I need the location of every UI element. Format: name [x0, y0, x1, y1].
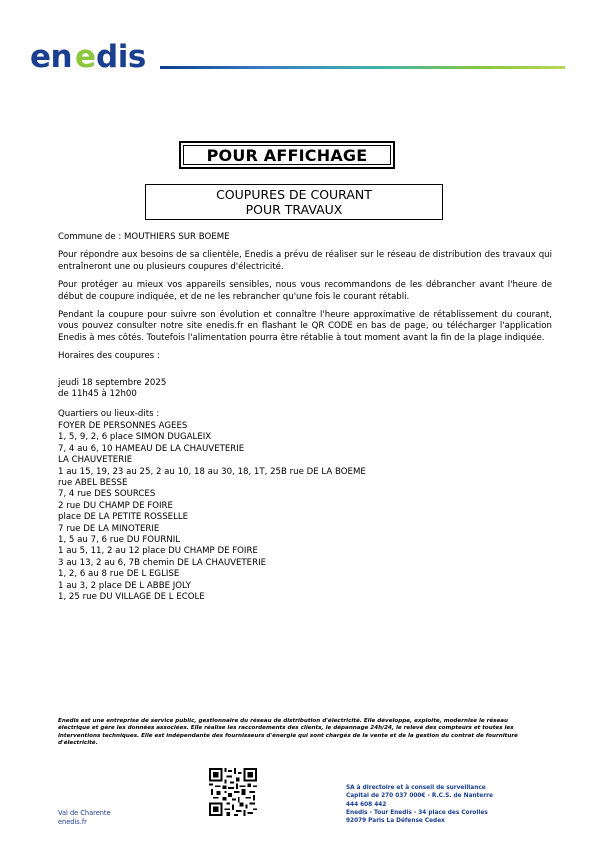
- schedule-date: jeudi 18 septembre 2025: [58, 377, 167, 388]
- list-item: 1 au 5, 11, 2 au 12 place DU CHAMP DE FOIRE: [58, 546, 258, 557]
- quartiers-label: Quartiers ou lieux-dits :: [58, 409, 160, 420]
- paragraph-1: Pour répondre aux besoins de sa clientèle, Enedis a prévu de réaliser sur le réseau de distribution des travaux qui entraîneront une ou plusieurs coupures d'électricité.: [58, 250, 552, 272]
- paragraph-2: Pour protéger au mieux vos appareils sensibles, nous vous recommandons de les débrancher avant l'heure de début de coupure indiquée, et de ne les rebrancher qu'une fois le courant rétabli.: [58, 280, 552, 302]
- address-line-2: 92079 Paris La Défense Cedex: [346, 818, 445, 825]
- footer-left: [58, 809, 111, 826]
- legal-line-1: SA à directoire et à conseil de surveillance: [346, 785, 486, 791]
- list-item: LA CHAUVETERIE: [58, 455, 133, 466]
- list-item: 1, 25 rue DU VILLAGE DE L ECOLE: [58, 591, 205, 602]
- page-title: POUR AFFICHAGE: [206, 145, 368, 165]
- list-item: FOYER DE PERSONNES AGEES: [58, 420, 188, 431]
- list-item: place DE LA PETITE ROSSELLE: [58, 512, 189, 523]
- subtitle-box: [145, 184, 443, 220]
- subtitle-line-1: COUPURES DE COURANT: [216, 187, 372, 202]
- qr-code[interactable]: [209, 768, 257, 816]
- schedule-time: de 11h45 à 12h00: [58, 389, 137, 400]
- quartiers-list: [58, 409, 552, 603]
- enedis-logo: [30, 40, 160, 72]
- subtitle-line-2: POUR TRAVAUX: [245, 202, 343, 217]
- commune: Commune de : MOUTHIERS SUR BOEME: [58, 232, 230, 242]
- title-box: [179, 141, 395, 169]
- list-item: 1, 5, 9, 2, 6 place SIMON DUGALEIX: [58, 432, 212, 443]
- footer-region: Val de Charente: [58, 809, 111, 817]
- legal-line-2: Capital de 270 037 000€ - R.C.S. de Nanterre: [346, 793, 493, 800]
- svg-text:dis: dis: [96, 40, 146, 72]
- header-gradient-line: [160, 66, 565, 69]
- list-item: 7, 4 rue DES SOURCES: [58, 489, 156, 500]
- list-item: 2 rue DU CHAMP DE FOIRE: [58, 500, 173, 511]
- footer-website-link[interactable]: enedis.fr: [58, 817, 87, 826]
- list-item: rue ABEL BESSE: [58, 477, 128, 488]
- svg-text:e: e: [75, 40, 97, 72]
- list-item: 1, 5 au 7, 6 rue DU FOURNIL: [58, 534, 181, 545]
- list-item: 1 au 3, 2 place DE L ABBE JOLY: [58, 580, 191, 591]
- disclaimer: Enedis est une entreprise de service public, gestionnaire du réseau de distribution d'électricité. Elle développe, exploite, modernise le réseau électrique et gère les données associées. Elle réalise les raccordements des clients, le dépannage 24h/24, le relevé des compteurs et toutes les interventions techniques. Elle est indépendante des fournisseurs d'énergie qui sont chargés de la vente et de la gestion du contrat de fourniture d'électricité.: [58, 718, 518, 747]
- list-item: 1 au 15, 19, 23 au 25, 2 au 10, 18 au 30, 18, 1T, 25B rue DE LA BOEME: [58, 466, 366, 477]
- notice-body: [58, 232, 552, 603]
- schedule-label: Horaires des coupures :: [58, 351, 160, 362]
- list-item: 3 au 13, 2 au 6, 7B chemin DE LA CHAUVETERIE: [58, 557, 267, 568]
- footer-right: [346, 784, 493, 825]
- paragraph-3: Pendant la coupure pour suivre son évolution et connaître l'heure approximative de rétablissement du courant, vous pouvez consulter notre site enedis.fr en flashant le QR CODE en bas de page, ou télécharger l'application Enedis à mes côtés. Toutefois l'alimentation pourra être rétablie à tout moment avant la fin de la plage indiquée.: [58, 310, 552, 343]
- list-item: 1, 2, 6 au 8 rue DE L EGLISE: [58, 569, 180, 580]
- legal-line-3: 444 608 442: [346, 801, 387, 808]
- svg-text:en: en: [30, 40, 73, 72]
- list-item: 7, 4 au 6, 10 HAMEAU DE LA CHAUVETERIE: [58, 443, 245, 454]
- list-item: 7 rue DE LA MINOTERIE: [58, 523, 160, 534]
- address-line-1: Enedis - Tour Enedis - 34 place des Corolles: [346, 809, 488, 816]
